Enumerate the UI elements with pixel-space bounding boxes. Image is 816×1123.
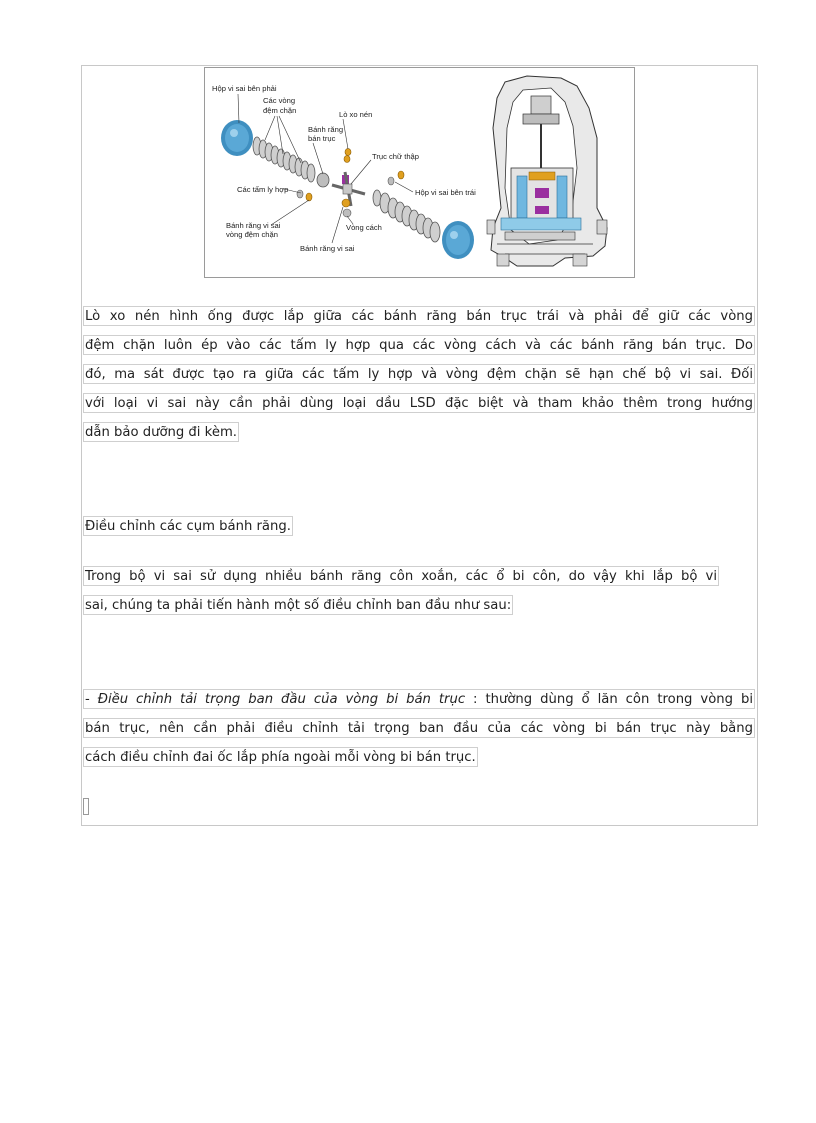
paragraph-1-line-2: đệm chặn luôn ép vào các tấm ly hợp qua các vòng cách và các bánh răng bán trục. Do [83,335,755,355]
paragraph-2-line-2: sai, chúng ta phải tiến hành một số điều chỉnh ban đầu như sau: [83,595,513,615]
label-pinion-washer-2: vòng đệm chặn [226,230,278,239]
paragraph-3-line-1-rest: : thường dùng ổ lăn côn trong vòng bi [465,692,754,707]
empty-paragraph-marker[interactable] [83,798,89,815]
label-thrust-washers-2: đệm chặn [263,106,297,115]
label-right-case: Hộp vi sai bên phải [212,84,277,93]
label-cross-shaft: Trục chữ thập [372,152,420,161]
paragraph-1-line-3: đó, ma sát được tạo ra giữa các tấm ly hợp và vòng đệm chặn sẽ hạn chế bộ vi sai. Đối [83,364,755,384]
label-pinion-washer: Bánh răng vi sai [226,221,281,230]
label-left-case: Hộp vi sai bên trái [415,188,476,197]
paragraph-3-line-2: bán trục, nên cần phải điều chỉnh tải trọng ban đầu của các vòng bi bán trục này bằng [83,718,755,738]
differential-diagram [204,67,635,278]
right-case-part [221,120,253,156]
paragraph-3-dash: - [85,692,98,707]
label-clutch-plates: Các tấm ly hợp [237,185,289,194]
label-pinion-gear: Bánh răng vi sai [300,244,355,253]
paragraph-3-line-1 [83,689,755,709]
paragraph-3-italic-lead: Điều chỉnh tải trọng ban đầu của vòng bi bán trục [97,692,466,707]
paragraph-1-line-5: dẫn bảo dưỡng đi kèm. [83,422,239,442]
left-clutch-stack [253,137,315,182]
paragraph-2-line-1: Trong bộ vi sai sử dụng nhiều bánh răng côn xoắn, các ổ bi côn, do vậy khi lắp bộ vi [83,566,719,586]
paragraph-1-line-4: với loại vi sai này cần phải dùng loại dầu LSD đặc biệt và tham khảo thêm trong hướng [83,393,755,413]
left-case-part [442,221,474,259]
right-clutch-stack [373,190,440,242]
label-spring: Lò xo nén [339,110,373,119]
label-spacer: Vòng cách [346,223,382,232]
label-side-gear-2: bán trục [308,134,336,143]
label-side-gear: Bánh răng [308,125,344,134]
label-thrust-washers: Các vòng [263,96,296,105]
paragraph-3-line-3: cách điều chỉnh đai ốc lắp phía ngoài mỗi vòng bi bán trục. [83,747,478,767]
paragraph-1-line-1: Lò xo nén hình ống được lắp giữa các bánh răng bán trục trái và phải để giữ các vòng [83,306,755,326]
differential-cross-section [487,76,607,266]
section-heading: Điều chỉnh các cụm bánh răng. [83,516,293,536]
